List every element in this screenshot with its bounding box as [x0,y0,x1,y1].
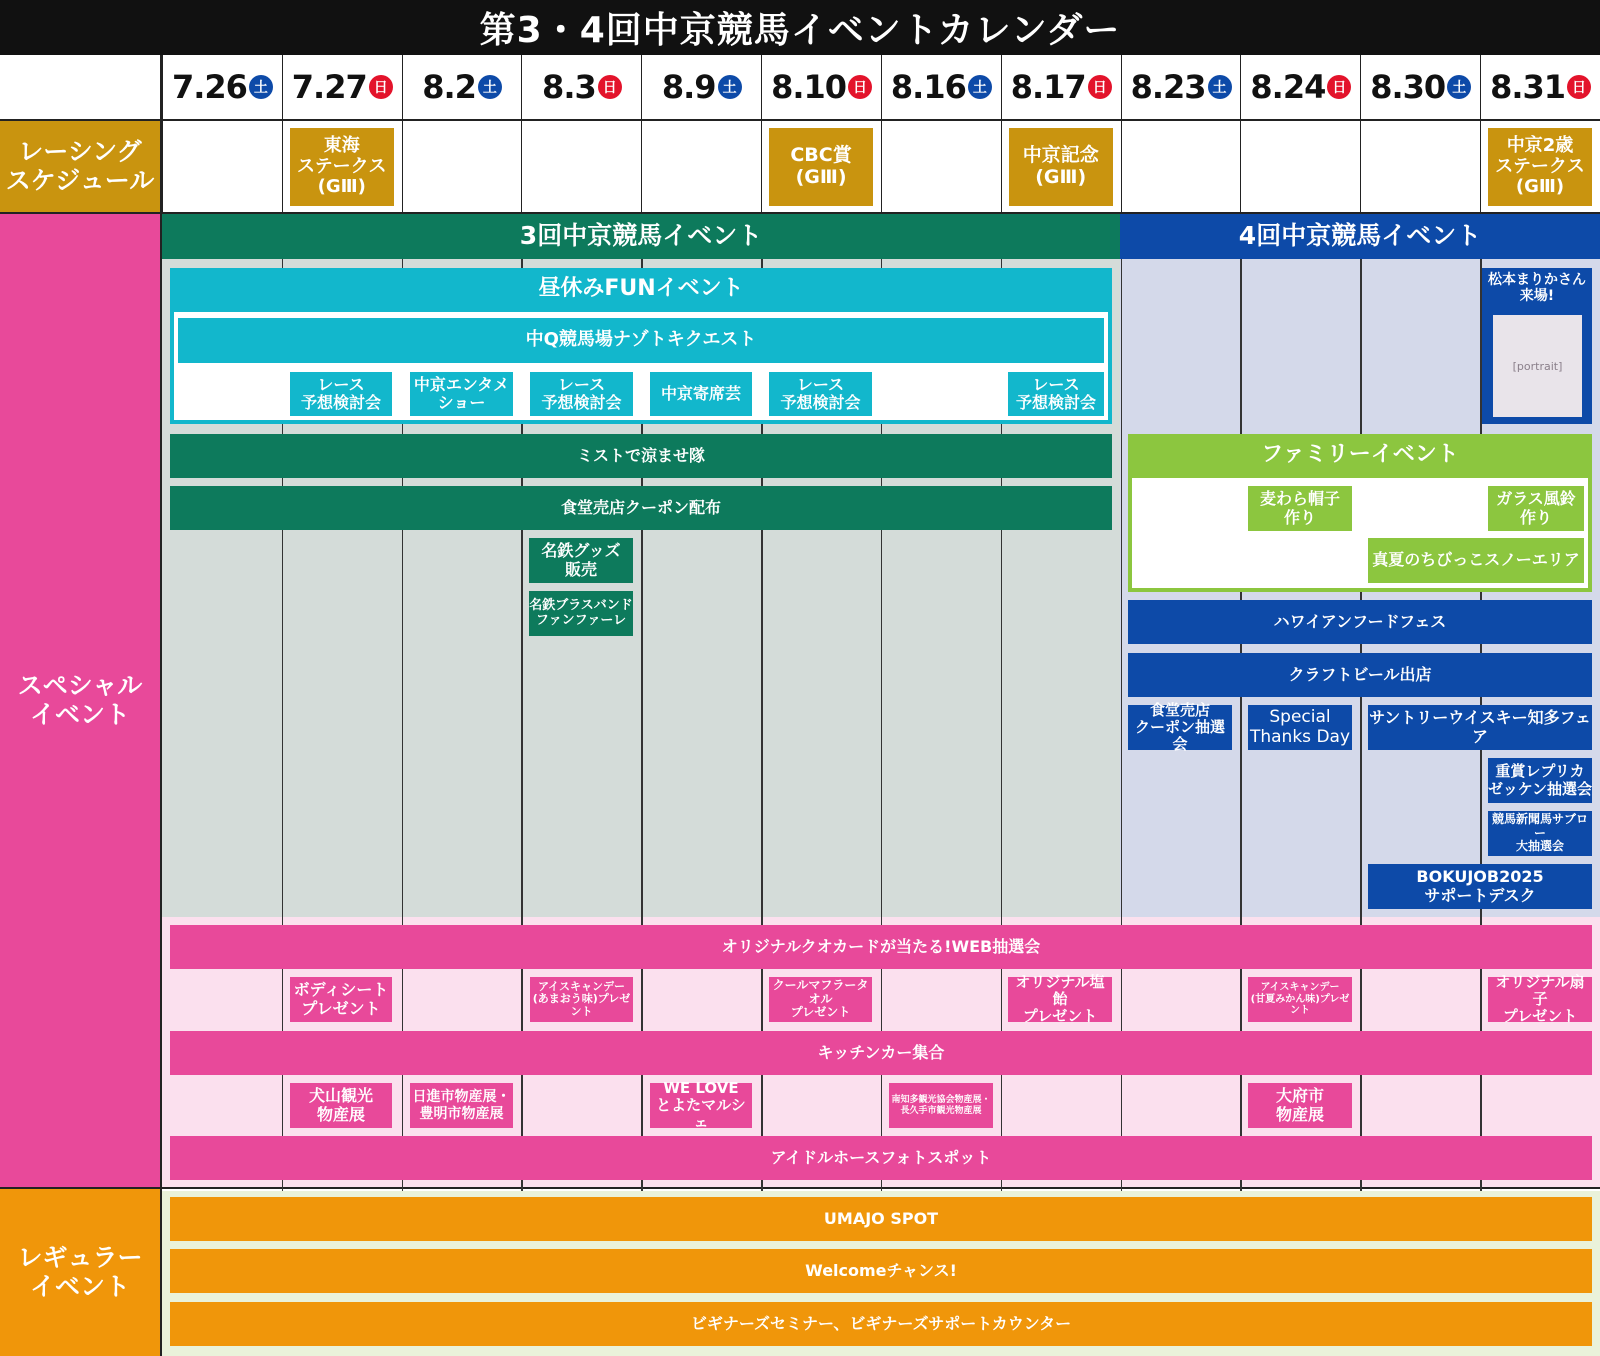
race-badge: CBC賞 (GⅢ) [769,128,873,206]
replica-zekken-lottery: 重賞レプリカ ゼッケン抽選会 [1488,758,1592,803]
section-label-special: スペシャル イベント [0,214,162,1189]
beginners-seminar: ビギナーズセミナー、ビギナーズサポートカウンター [170,1302,1592,1346]
sunday-badge: 日 [848,75,872,99]
date-text: 8.24 [1250,68,1326,106]
section-label-racing: レーシング スケジュール [0,121,162,214]
saturday-badge: 土 [968,75,992,99]
sunday-badge: 日 [369,75,393,99]
welcome-chance: Welcomeチャンス! [170,1249,1592,1293]
third-meet-header: 3回中京競馬イベント [162,214,1120,259]
meitetsu-brass-band: 名鉄ブラスバンド ファンファーレ [529,591,633,636]
race-badge: 中京2歳 ステークス (GⅢ) [1488,128,1592,206]
ice-candy-amaou-present: アイスキャンデー (あまおう味)プレゼント [530,977,633,1022]
date-cell [1240,55,1360,119]
date-cell [282,55,402,119]
matsumoto-photo: [portrait] [1490,312,1585,420]
coupon-distribution: 食堂売店クーポン配布 [170,486,1112,530]
family-event-header: ファミリーイベント [1128,434,1592,476]
keiba-shimbun-lottery: 競馬新聞馬サブロー 大抽選会 [1488,811,1592,856]
race-cell [402,121,522,212]
idol-horse-photo-spot: アイドルホースフォトスポット [170,1136,1592,1180]
date-text: 8.30 [1370,68,1446,106]
inuyama-bussan: 犬山観光 物産展 [290,1083,392,1128]
race-cell [521,121,641,212]
shio-ame-present: オリジナル塩飴 プレゼント [1008,977,1112,1022]
saturday-badge: 土 [478,75,502,99]
race-badge: 東海 ステークス (GⅢ) [290,128,394,206]
date-cell [1360,55,1480,119]
special-thanks-day: Special Thanks Day [1248,705,1352,750]
sunday-badge: 日 [1327,75,1351,99]
nazotoki-quest: 中Q競馬場ナゾトキクエスト [178,318,1104,363]
date-text: 8.2 [422,68,476,106]
craft-beer: クラフトビール出店 [1128,653,1592,697]
race-yoso-1: レース 予想検討会 [290,372,392,416]
sensu-present: オリジナル扇子 プレゼント [1488,977,1592,1022]
saturday-badge: 土 [718,75,742,99]
matsumoto-marika-card: 松本まりかさん 来場! [1482,268,1592,424]
date-cell [1001,55,1121,119]
date-cell [1121,55,1241,119]
race-cell [1121,121,1241,212]
race-cell [1360,121,1480,212]
date-text: 8.23 [1130,68,1206,106]
snow-area: 真夏のちびっこスノーエリア [1368,538,1584,583]
date-text: 8.31 [1490,68,1566,106]
date-text: 7.26 [171,68,247,106]
bokujob-support-desk: BOKUJOB2025 サポートデスク [1368,864,1592,909]
date-cell [162,55,282,119]
entame-show: 中京エンタメ ショー [410,372,513,416]
fourth-meet-header: 4回中京競馬イベント [1120,214,1600,259]
date-cell [761,55,881,119]
date-cell [521,55,641,119]
obu-bussan: 大府市 物産展 [1248,1083,1352,1128]
body-sheet-present: ボディシート プレゼント [290,977,392,1022]
date-cell [881,55,1001,119]
kitchen-car: キッチンカー集合 [170,1031,1592,1075]
saturday-badge: 土 [249,75,273,99]
nisshin-toyoake-bussan: 日進市物産展・ 豊明市物産展 [410,1083,513,1128]
mist-squad: ミストで涼ませ隊 [170,434,1112,478]
glass-furin: ガラス風鈴 作り [1488,486,1584,531]
date-text: 8.16 [890,68,966,106]
date-cell [1480,55,1600,119]
section-label-regular: レギュラー イベント [0,1189,162,1356]
hirufun-header: 昼休みFUNイベント [170,268,1112,310]
date-header-corner [0,55,162,121]
yose-gei: 中京寄席芸 [650,372,752,416]
race-cell [641,121,761,212]
race-cell [881,121,1001,212]
date-text: 8.3 [542,68,596,106]
meitetsu-goods: 名鉄グッズ 販売 [529,538,633,583]
race-badge: 中京記念 (GⅢ) [1009,128,1113,206]
date-text: 8.9 [661,68,716,106]
date-text: 8.10 [771,68,847,106]
race-yoso-3: レース 予想検討会 [769,372,872,416]
umajo-spot: UMAJO SPOT [170,1197,1592,1241]
race-cell [1240,121,1360,212]
saturday-badge: 土 [1447,75,1471,99]
saturday-badge: 土 [1208,75,1232,99]
cool-towel-present: クールマフラータオル プレゼント [769,977,872,1022]
hawaiian-food-fes: ハワイアンフードフェス [1128,600,1592,644]
we-love-toyota-marche: WE LOVE とよたマルシェ [650,1083,752,1128]
date-cell [402,55,522,119]
date-text: 7.27 [291,68,367,106]
suntory-whisky-fair: サントリーウイスキー知多フェア [1368,705,1592,750]
coupon-lottery: 食堂売店 クーポン抽選会 [1128,705,1232,750]
sunday-badge: 日 [598,75,622,99]
minamichita-nagakute-bussan: 南知多観光協会物産展・ 長久手市観光物産展 [889,1083,993,1128]
sunday-badge: 日 [1088,75,1112,99]
ice-candy-amanatsu-present: アイスキャンデー (甘夏みかん味)プレゼント [1248,977,1352,1022]
page-title: 第3・4回中京競馬イベントカレンダー [0,0,1600,55]
date-text: 8.17 [1010,68,1086,106]
race-cell [162,121,282,212]
date-header-row [0,55,1600,121]
race-yoso-2: レース 予想検討会 [530,372,633,416]
race-yoso-4: レース 予想検討会 [1008,372,1104,416]
mugiwara-boushi: 麦わら帽子 作り [1248,486,1352,531]
date-cell [641,55,761,119]
sunday-badge: 日 [1567,75,1591,99]
quo-card-web-lottery: オリジナルクオカードが当たる!WEB抽選会 [170,925,1592,969]
